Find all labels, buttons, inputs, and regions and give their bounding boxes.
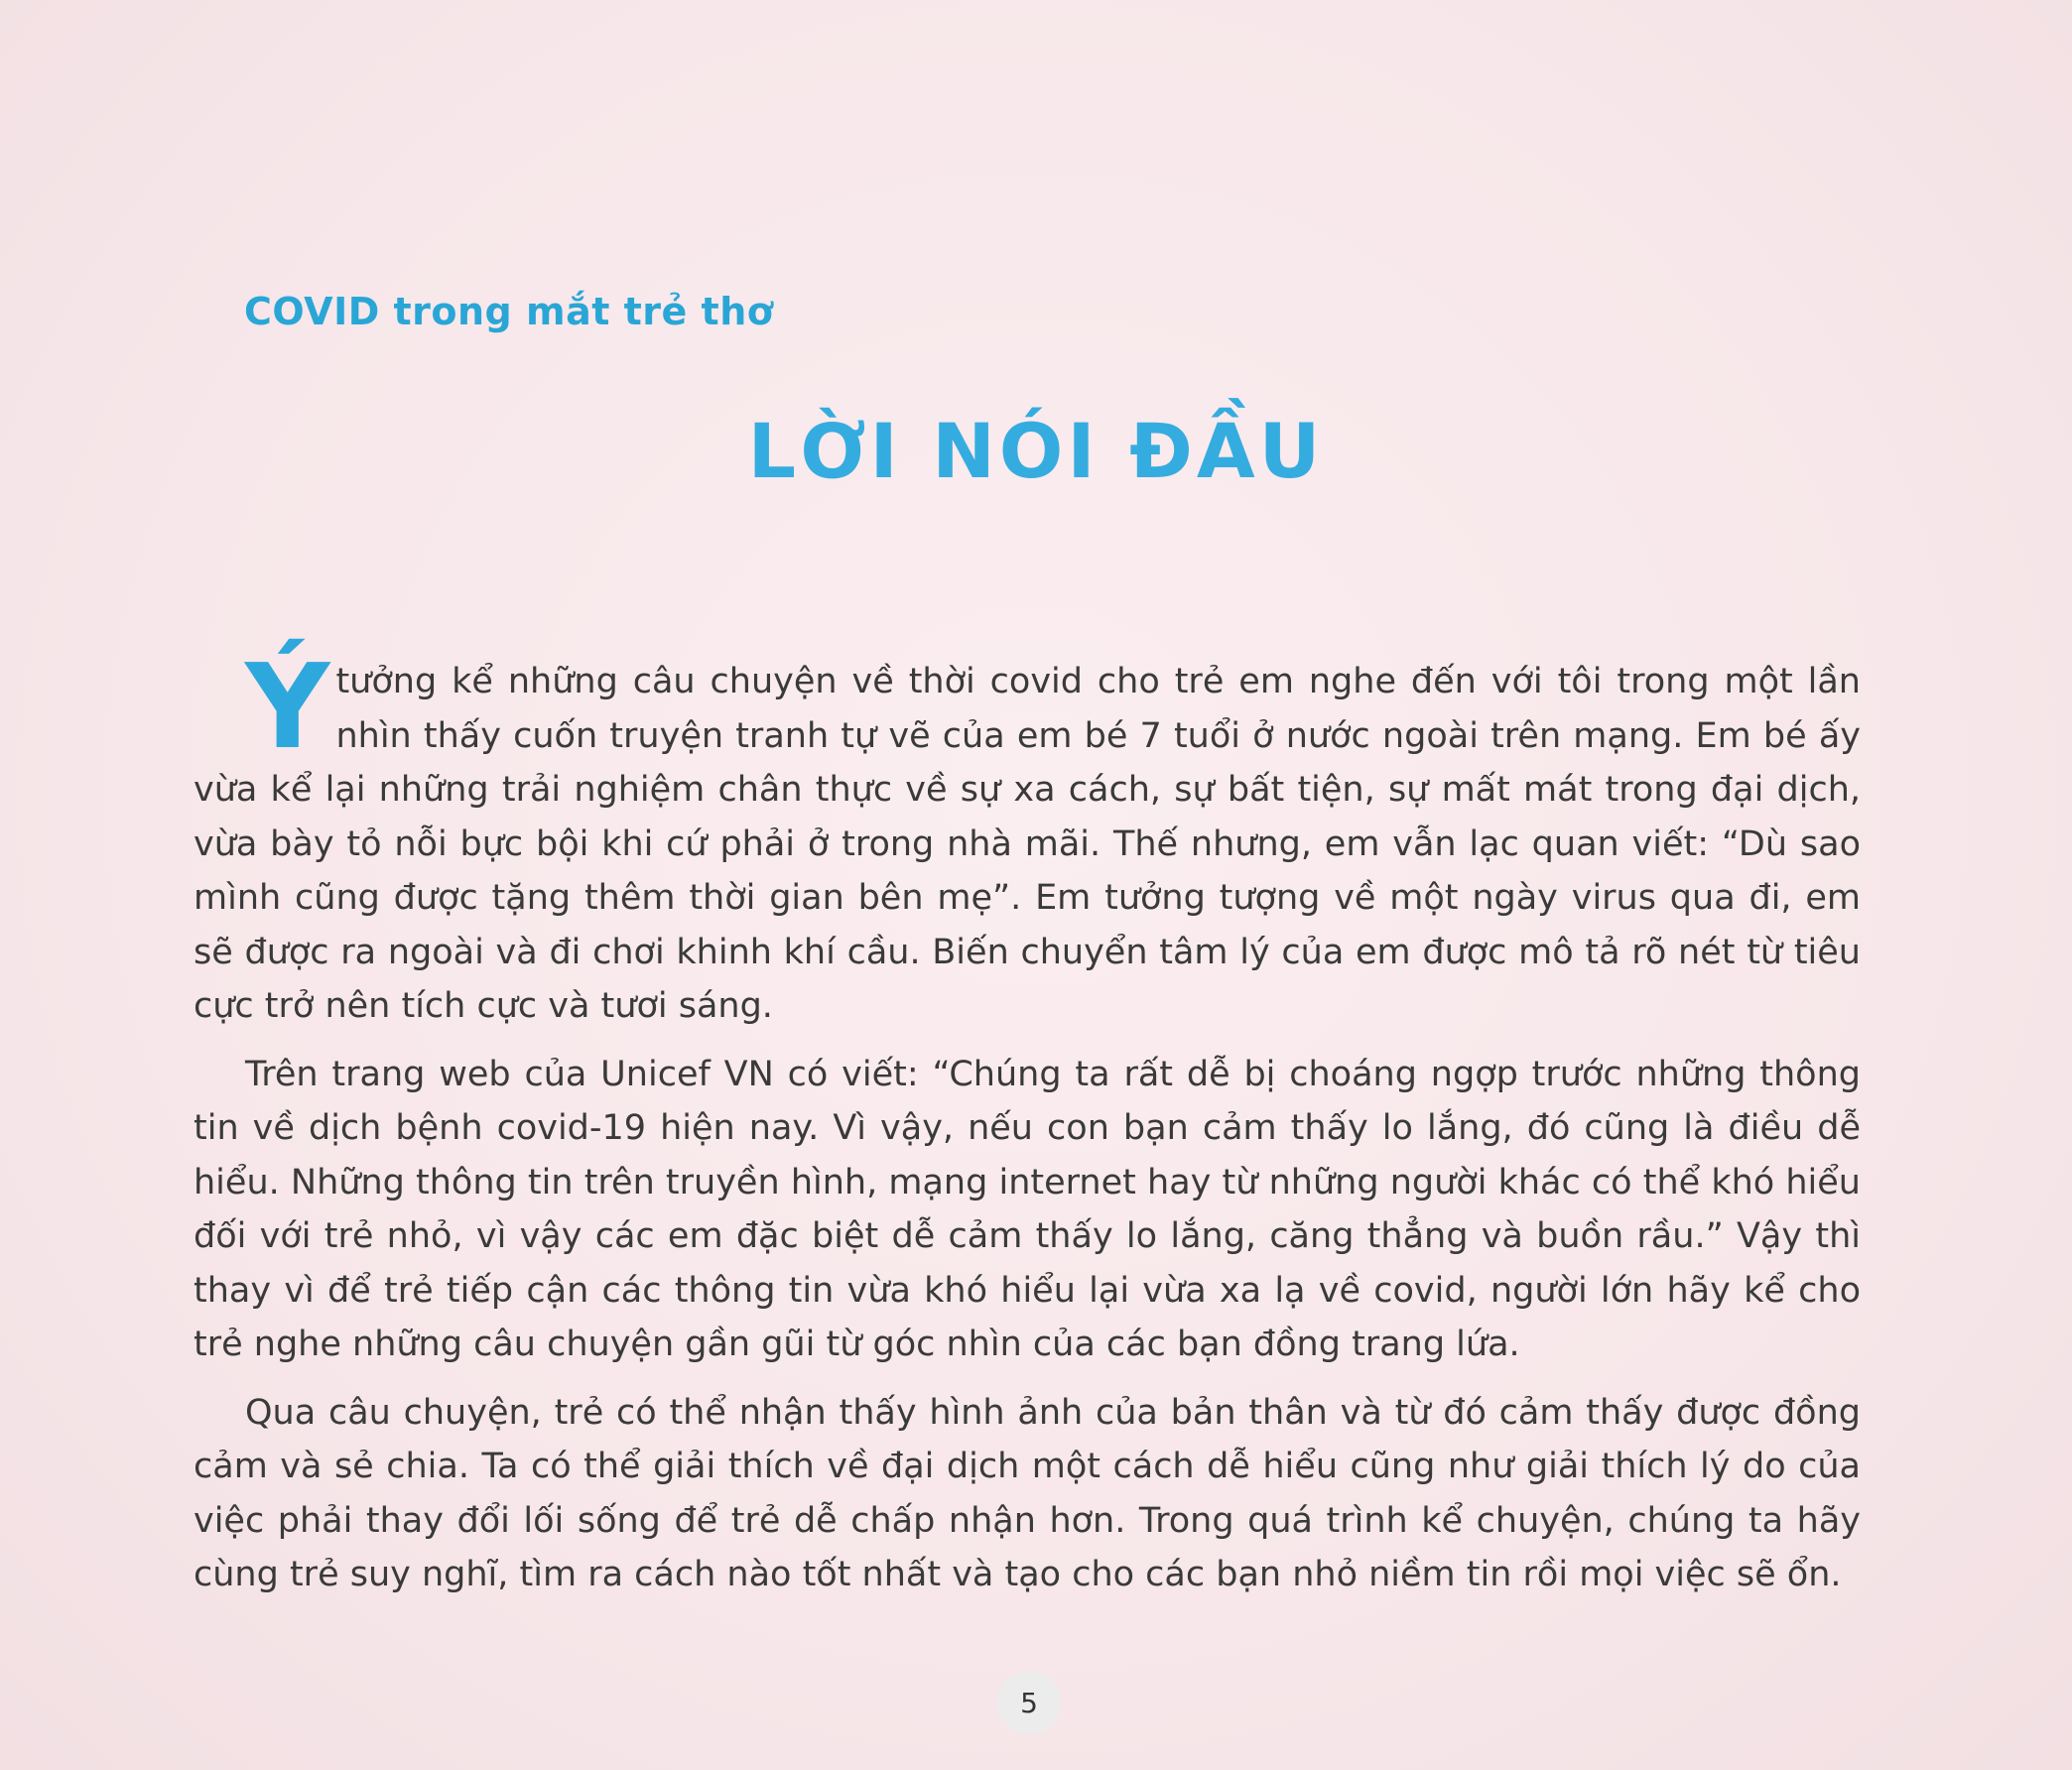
drop-cap: Ý — [245, 638, 330, 775]
page-number: 5 — [997, 1671, 1061, 1734]
running-head: COVID trong mắt trẻ thơ — [244, 290, 774, 333]
paragraph-1-text: tưởng kể những câu chuyện về thời covid cho trẻ em nghe đến với tôi trong một lần nhìn thấy cuốn truyện tranh tự vẽ của em bé 7 tuổi ở nước ngoài trên mạng. Em bé ấy vừa kể lại những trải nghiệm chân thực về sự xa cách, sự bất tiện, sự mất mát trong đại dịch, vừa bày tỏ nỗi bực bội khi cứ phải ở trong nhà mãi. Thế nhưng, em vẫn lạc quan viết: “Dù sao mình cũng được tặng thêm thời gian bên mẹ”. Em tưởng tượng về một ngày virus qua đi, em sẽ được ra ngoài và đi chơi khinh khí cầu. Biến chuyển tâm lý của em được mô tả rõ nét từ tiêu cực trở nên tích cực và tươi sáng. — [194, 662, 1861, 1026]
chapter-title: LỜI NÓI ĐẦU — [747, 407, 1325, 495]
paragraph-3: Qua câu chuyện, trẻ có thể nhận thấy hình ảnh của bản thân và từ đó cảm thấy được đồng cảm và sẻ chia. Ta có thể giải thích về đại dịch một cách dễ hiểu cũng như giải thích lý do của việc phải thay đổi lối sống để trẻ dễ chấp nhận hơn. Trong quá trình kể chuyện, chúng ta hãy cùng trẻ suy nghĩ, tìm ra cách nào tốt nhất và tạo cho các bạn nhỏ niềm tin rồi mọi việc sẽ ổn. — [194, 1392, 1861, 1594]
paragraph-1 — [194, 638, 1861, 1034]
paragraph-2: Trên trang web của Unicef VN có viết: “Chúng ta rất dễ bị choáng ngợp trước những thông tin về dịch bệnh covid-19 hiện nay. Vì vậy, nếu con bạn cảm thấy lo lắng, đó cũng là điều dễ hiểu. Những thông tin trên truyền hình, mạng internet hay từ những người khác có thể khó hiểu đối với trẻ nhỏ, vì vậy các em đặc biệt dễ cảm thấy lo lắng, căng thẳng và buồn rầu.” Vậy thì thay vì để trẻ tiếp cận các thông tin vừa khó hiểu lại vừa xa lạ về covid, người lớn hãy kể cho trẻ nghe những câu chuyện gần gũi từ góc nhìn của các bạn đồng trang lứa. — [194, 1054, 1861, 1364]
body-text — [194, 638, 1861, 1616]
